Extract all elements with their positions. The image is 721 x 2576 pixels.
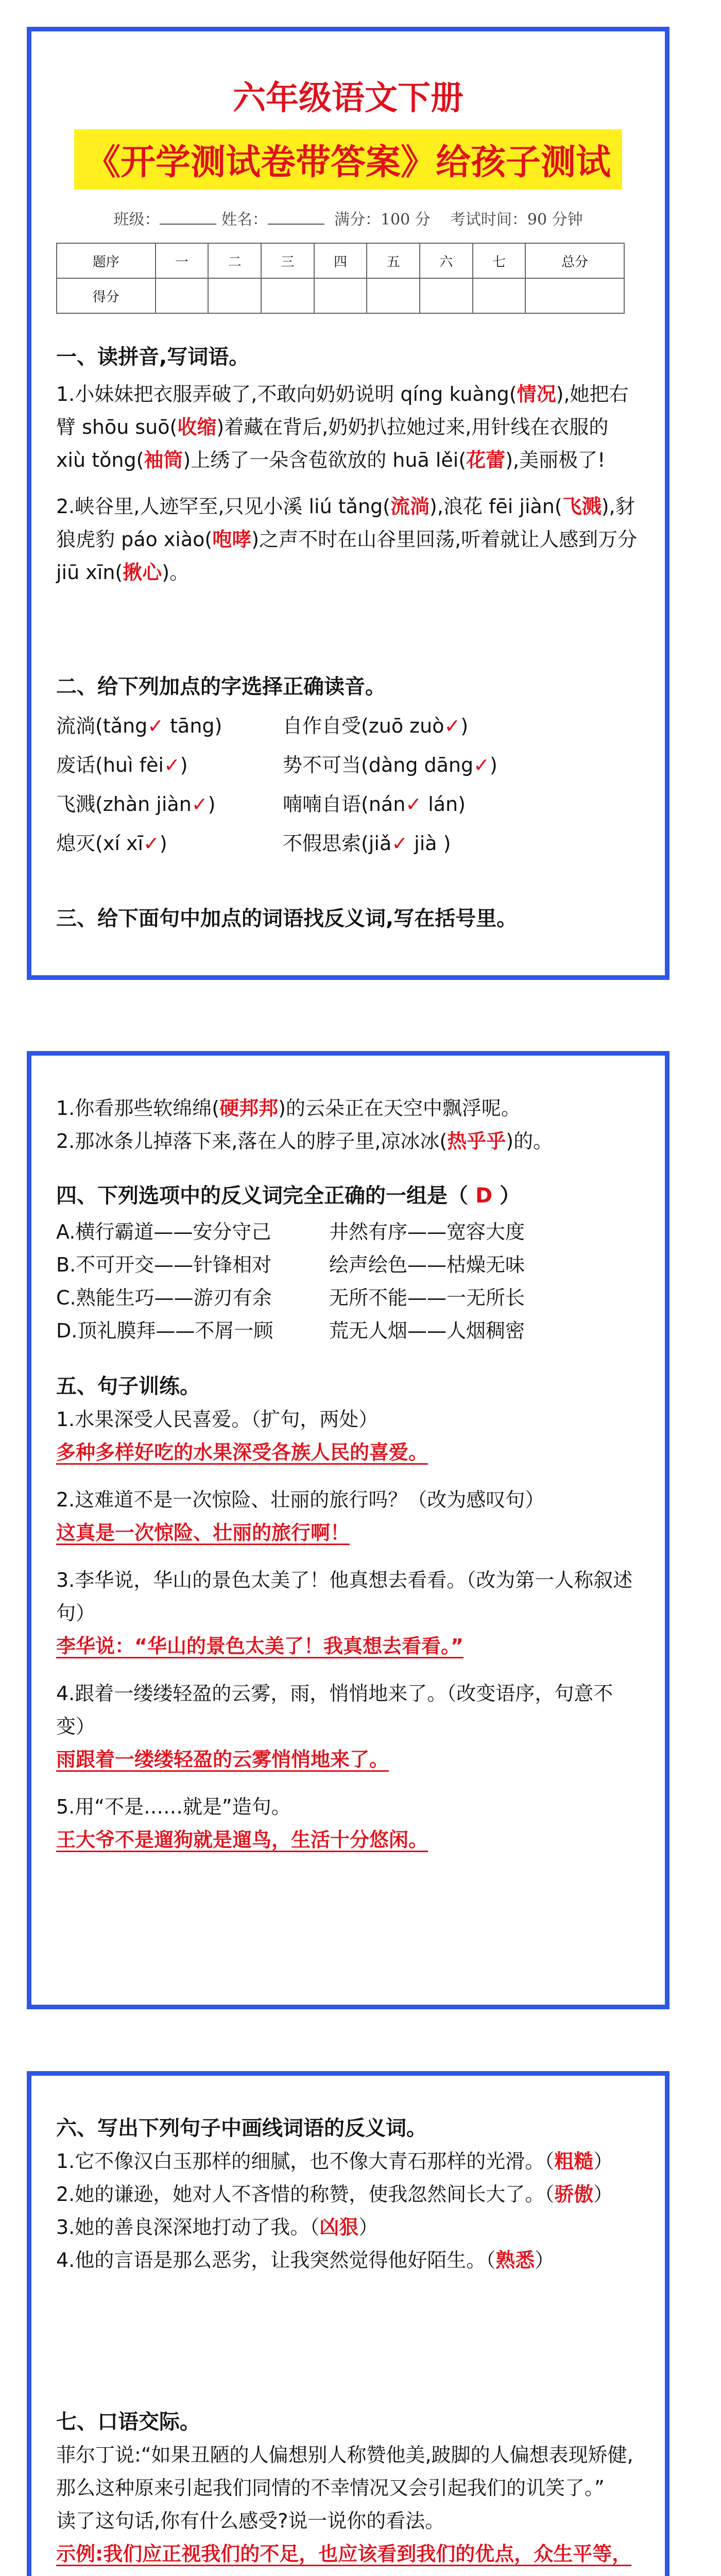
score-table-cell: 七	[473, 243, 526, 278]
check-mark-icon: ✓	[391, 832, 408, 855]
list-item: B.不可开交——针锋相对 绘声绘色——枯燥无味	[56, 1253, 525, 1276]
question-line: 4.他的言语是那么恶劣，让我突然觉得他好陌生。（熟悉）	[56, 2249, 555, 2272]
exam-panel-1	[27, 27, 670, 980]
class-label: 班级：	[113, 211, 160, 229]
check-mark-icon: ✓	[405, 793, 422, 816]
list-item: 流淌(tǎng✓ tāng) 自作自受(zuō zuò✓)	[56, 715, 469, 737]
check-mark-icon: ✓	[143, 832, 160, 855]
section-heading: 二、给下列加点的字选择正确读音。	[56, 675, 386, 699]
score-table	[56, 243, 625, 314]
exam-info-line	[31, 207, 665, 229]
section-heading: 四、下列选项中的反义词完全正确的一组是（ D ）	[56, 1184, 521, 1208]
section-1	[56, 341, 640, 589]
score-table-cell: 四	[314, 243, 367, 278]
section-heading: 七、口语交际。	[56, 2410, 200, 2434]
section-heading: 三、给下面句中加点的词语找反义词,写在括号里。	[56, 907, 518, 930]
list-item: D.顶礼膜拜——不屑一顾 荒无人烟——人烟稠密	[56, 1319, 525, 1342]
pinyin-choice-list	[56, 706, 640, 863]
answer-line: 李华说：“华山的景色太美了！我真想去看看。”	[56, 1635, 464, 1657]
score-label: 满分：100 分	[334, 211, 431, 229]
score-table-cell: 总分	[525, 243, 624, 278]
question-line: 1.水果深受人民喜爱。（扩句，两处）	[56, 1408, 379, 1431]
score-table-cell: 五	[367, 243, 420, 278]
time-label: 考试时间：90 分钟	[450, 211, 583, 229]
list-item: A.横行霸道——安分守己 井然有序——宽容大度	[56, 1221, 525, 1243]
check-mark-icon: ✓	[444, 715, 461, 737]
page-subtitle: 《开学测试卷带答案》给孩子测试	[74, 129, 622, 190]
answer-line: 示例:我们应正视我们的不足，也应该看到我们的优点，众生平等，	[56, 2543, 632, 2565]
section-heading: 六、写出下列句子中画线词语的反义词。	[56, 2116, 427, 2140]
question-line: 2.这难道不是一次惊险、壮丽的旅行吗？（改为感叹句）	[56, 1488, 545, 1511]
answer-line: 多种多样好吃的水果深受各族人民的喜爱。	[56, 1441, 428, 1464]
score-entry-cell[interactable]	[314, 278, 367, 313]
score-table-cell: 二	[208, 243, 261, 278]
list-item: C.熟能生巧——游刃有余 无所不能——一无所长	[56, 1286, 525, 1309]
answer-line: 雨跟着一缕缕轻盈的云雾悄悄地来了。	[56, 1748, 389, 1771]
section-6	[56, 2112, 640, 2277]
score-entry-cell[interactable]	[420, 278, 473, 313]
question-line: 1.它不像汉白玉那样的细腻，也不像大青石那样的光滑。（粗糙）	[56, 2150, 613, 2173]
question-line: 3.她的善良深深地打动了我。（凶狠）	[56, 2216, 379, 2239]
section-heading: 一、读拼音,写词语。	[56, 345, 250, 369]
score-entry-cell[interactable]	[367, 278, 420, 313]
check-mark-icon: ✓	[147, 715, 164, 737]
check-mark-icon: ✓	[163, 754, 180, 776]
question-line: 1.你看那些软绵绵(硬邦邦)的云朵正在天空中飘浮呢。	[56, 1097, 521, 1120]
name-blank	[268, 210, 324, 225]
section-7	[56, 2405, 640, 2576]
list-item: 飞溅(zhàn jiàn✓) 喃喃自语(nán✓ lán)	[56, 793, 466, 816]
score-table-cell: 一	[156, 243, 209, 278]
quote-paragraph: 菲尔丁说:“如果丑陋的人偏想别人称赞他美,跛脚的人偏想表现矫健,那么这种原来引起我们同情的不幸情况又会引起我们的讥笑了。”	[56, 2444, 633, 2499]
question-line: 2.她的谦逊，她对人不吝惜的称赞，使我忽然间长大了。（骄傲）	[56, 2183, 613, 2206]
class-blank	[160, 210, 216, 225]
score-entry-cell[interactable]	[473, 278, 526, 313]
question-line: 3.李华说，华山的景色太美了！他真想去看看。（改为第一人称叙述句）	[56, 1569, 633, 1624]
section-5	[56, 1370, 640, 1856]
list-item: 废话(huì fèi✓) 势不可当(dàng dāng✓)	[56, 754, 497, 776]
section-4	[56, 1179, 640, 1350]
name-label: 姓名：	[221, 211, 268, 229]
question-paragraph: 2.峡谷里,人迹罕至,只见小溪 liú tǎng(流淌),浪花 fēi jiàn(飞溅),豺狼虎豹 páo xiào(咆哮)之声不时在山谷里回荡,听着就让人感到万分 jiū xīn(揪心)。	[56, 495, 638, 584]
score-table-cell: 三	[261, 243, 314, 278]
score-table-cell: 得分	[57, 278, 156, 313]
section-heading: 五、句子训练。	[56, 1375, 200, 1398]
section-3-items	[56, 1092, 640, 1158]
exam-panel-2	[27, 1051, 670, 2009]
score-entry-cell[interactable]	[261, 278, 314, 313]
answer-line: 这真是一次惊险、壮丽的旅行啊！	[56, 1521, 350, 1544]
score-table-header-row	[57, 243, 624, 278]
score-table-cell: 题序	[57, 243, 156, 278]
question-line: 2.那冰条儿掉落下来,落在人的脖子里,凉冰冰(热乎乎)的。	[56, 1130, 553, 1153]
answer-letter: D	[475, 1184, 493, 1208]
question-line: 读了这句话,你有什么感受?说一说你的看法。	[56, 2510, 445, 2532]
score-table-score-row	[57, 278, 624, 313]
page-title: 六年级语文下册	[233, 79, 464, 117]
section-3-heading-block	[56, 902, 640, 935]
question-line: 5.用“不是……就是”造句。	[56, 1795, 291, 1818]
exam-panel-3	[27, 2071, 670, 2576]
question-line: 4.跟着一缕缕轻盈的云雾，雨，悄悄地来了。（改变语序，句意不变）	[56, 1682, 613, 1738]
answer-line: 王大爷不是遛狗就是遛鸟，生活十分悠闲。	[56, 1828, 428, 1851]
question-paragraph: 1.小妹妹把衣服弄破了,不敢向奶奶说明 qíng kuàng(情况),她把右臂 shōu suō(收缩)着藏在背后,奶奶扒拉她过来,用针线在衣服的 xiù tǒng(袖筒)上绣了一朵含苞欲放的 huā lěi(花蕾),美丽极了!	[56, 383, 629, 471]
score-entry-cell[interactable]	[525, 278, 624, 313]
score-entry-cell[interactable]	[156, 278, 209, 313]
check-mark-icon: ✓	[191, 793, 208, 816]
section-2	[56, 670, 640, 863]
check-mark-icon: ✓	[473, 754, 490, 776]
score-entry-cell[interactable]	[208, 278, 261, 313]
score-table-cell: 六	[420, 243, 473, 278]
list-item: 熄灭(xí xī✓) 不假思索(jiǎ✓ jià )	[56, 832, 451, 855]
